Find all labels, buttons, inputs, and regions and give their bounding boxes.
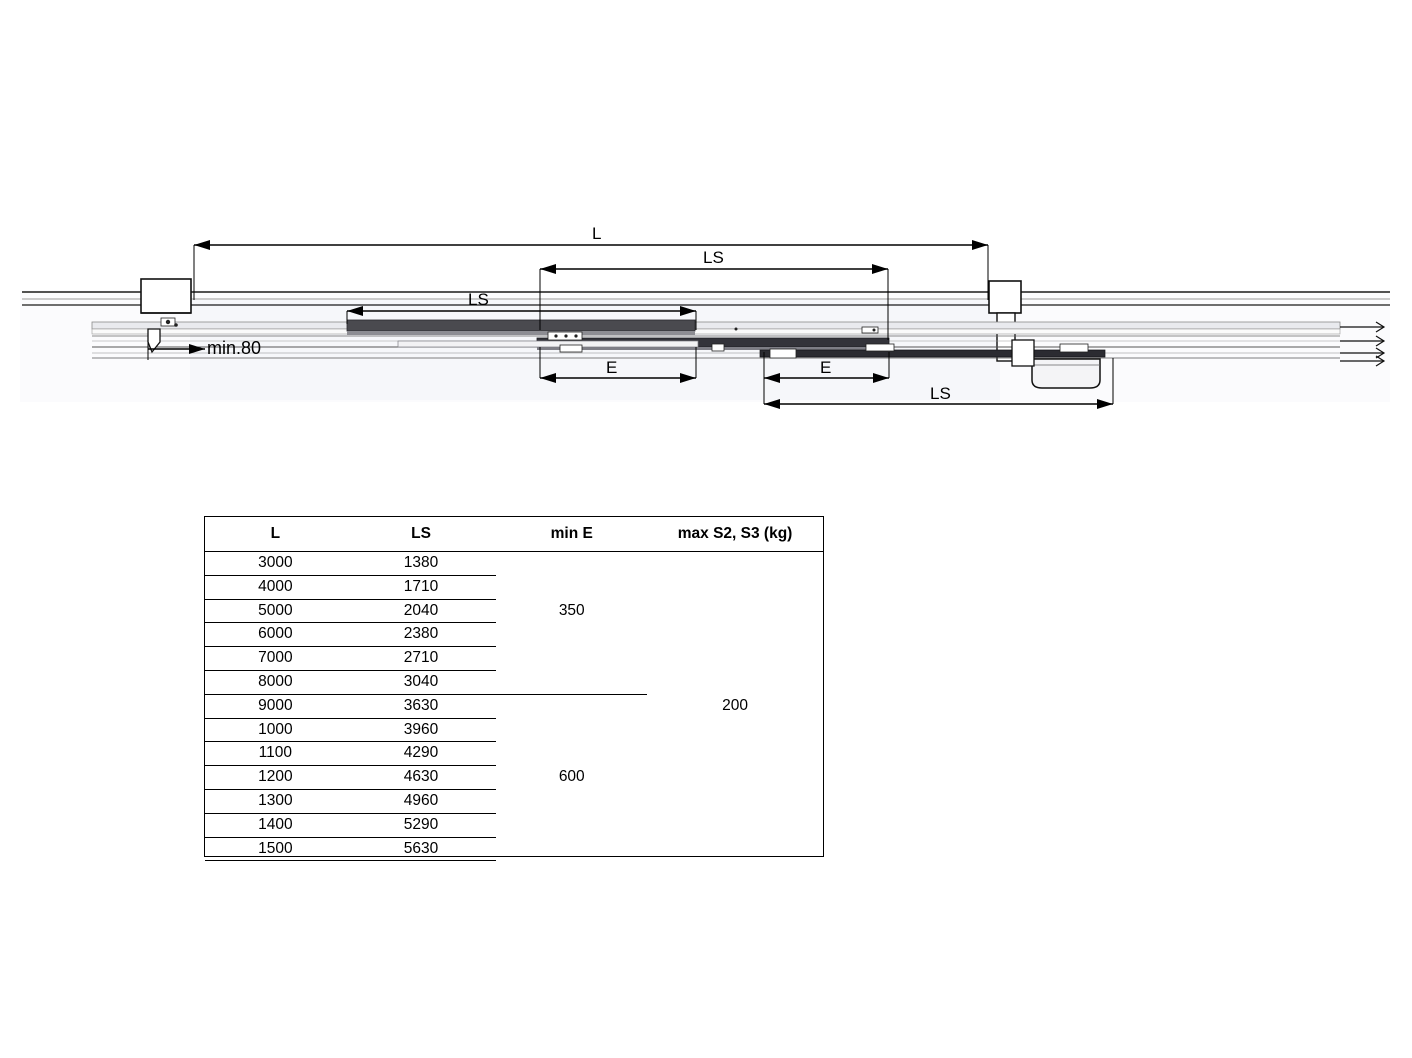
cell-ls: 3960 — [346, 718, 497, 742]
cell-l: 9000 — [205, 694, 346, 718]
table-header-row — [205, 517, 823, 552]
cell-ls: 5290 — [346, 813, 497, 837]
cell-min-e-group-2: 600 — [558, 768, 585, 786]
dim-label-e-right: E — [820, 358, 832, 377]
dim-label-e-left: E — [606, 358, 618, 377]
cell-ls: 1380 — [346, 552, 497, 576]
dim-label-ls-top: LS — [703, 248, 724, 267]
cell-ls: 1710 — [346, 575, 497, 599]
drawing-canvas — [0, 0, 1412, 470]
table-row — [205, 552, 823, 576]
cell-l: 1200 — [205, 766, 346, 790]
cell-l: 3000 — [205, 552, 346, 576]
cell-ls: 4630 — [346, 766, 497, 790]
cell-ls: 2380 — [346, 623, 497, 647]
cell-l: 7000 — [205, 647, 346, 671]
cell-min-e-divider — [496, 670, 647, 694]
cell-l: 1000 — [205, 718, 346, 742]
technical-drawing — [0, 0, 1412, 470]
dim-label-min-80: min.80 — [207, 338, 262, 358]
cell-l: 5000 — [205, 599, 346, 623]
cell-l: 8000 — [205, 670, 346, 694]
cell-ls: 3630 — [346, 694, 497, 718]
cell-ls: 2710 — [346, 647, 497, 671]
cell-l: 4000 — [205, 575, 346, 599]
cell-l: 6000 — [205, 623, 346, 647]
cell-ls: 3040 — [346, 670, 497, 694]
cell-ls: 5630 — [346, 837, 497, 861]
cell-ls: 4290 — [346, 742, 497, 766]
cell-l: 1300 — [205, 789, 346, 813]
spec-table-element — [205, 517, 823, 861]
cell-min-e-group-1: 350 — [558, 601, 585, 619]
cell-ls: 2040 — [346, 599, 497, 623]
header-max-s: max S2, S3 (kg) — [647, 517, 823, 552]
cell-l: 1400 — [205, 813, 346, 837]
cell-l: 1500 — [205, 837, 346, 861]
header-ls: LS — [346, 517, 497, 552]
cell-l: 1100 — [205, 742, 346, 766]
cell-ls: 4960 — [346, 789, 497, 813]
dim-label-ls-bottom: LS — [930, 384, 951, 403]
cell-max-s: 200 — [722, 697, 748, 715]
dim-label-l: L — [592, 224, 602, 243]
header-l: L — [205, 517, 346, 552]
specification-table — [204, 516, 824, 857]
dim-label-ls-mid: LS — [468, 290, 489, 309]
header-min-e: min E — [496, 517, 647, 552]
